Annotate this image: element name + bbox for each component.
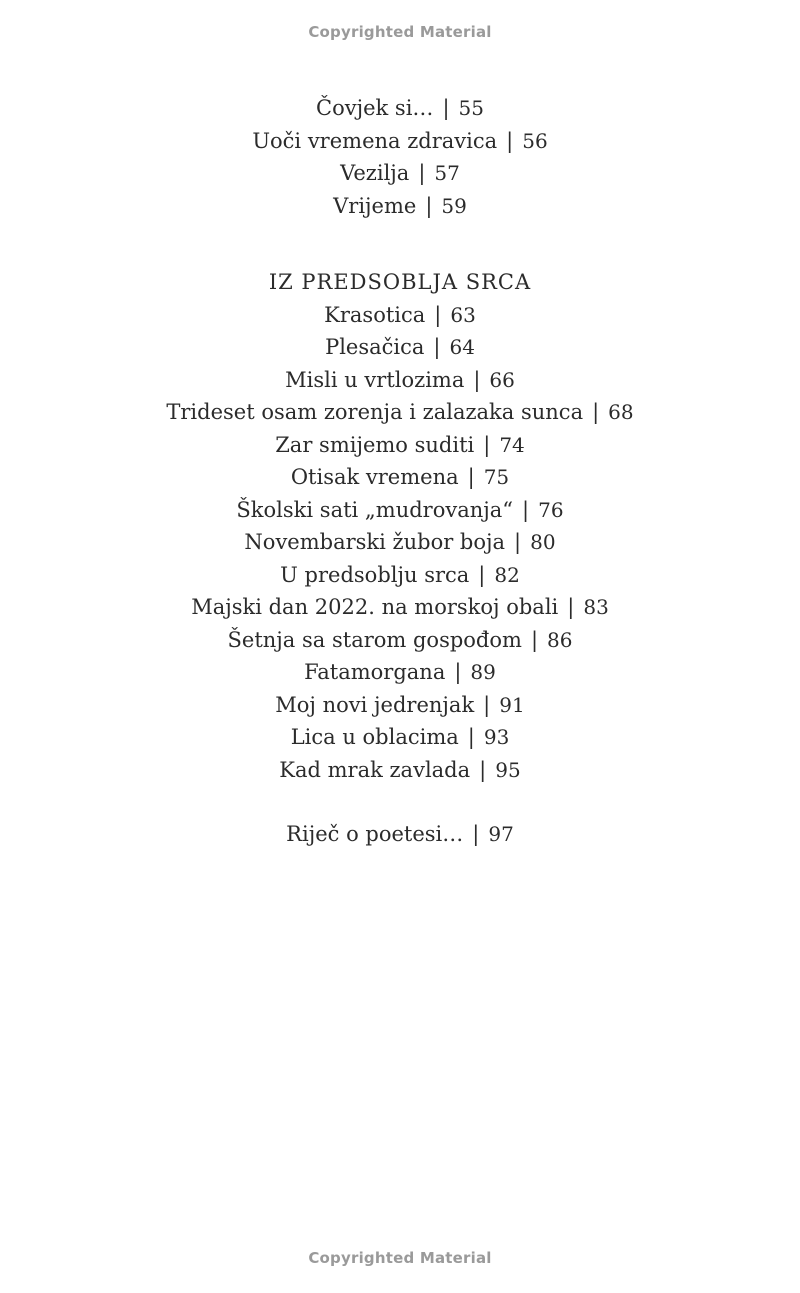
- toc-entry[interactable]: [0, 461, 800, 494]
- toc-entry[interactable]: [0, 92, 800, 125]
- toc-entry[interactable]: [0, 721, 800, 754]
- toc-entry[interactable]: [0, 125, 800, 158]
- toc-entry-page: 66: [489, 367, 515, 392]
- toc-separator: |: [434, 302, 442, 327]
- toc-separator: |: [433, 335, 441, 359]
- toc-entry-title: Krasotica: [324, 302, 426, 327]
- toc-entry[interactable]: [0, 656, 800, 689]
- toc-entry-title: Zar smijemo suditi: [275, 432, 475, 457]
- toc-entry-page: 64: [449, 335, 475, 359]
- toc-entry-title: Školski sati „mudrovanja“: [236, 497, 514, 522]
- toc-entry-title: Čovjek si…: [316, 96, 434, 120]
- toc-entry-title: Vrijeme: [333, 193, 417, 218]
- toc-entry[interactable]: [0, 591, 800, 624]
- toc-entry[interactable]: [0, 429, 800, 462]
- toc-entry-title: Fatamorgana: [304, 660, 446, 684]
- toc-entry-page: 93: [483, 725, 510, 749]
- toc-entry-page: 57: [434, 161, 460, 185]
- toc-entry-title: Uoči vremena zdravica: [252, 128, 498, 153]
- toc-separator: |: [454, 660, 462, 684]
- toc-entry-page: 89: [470, 660, 496, 684]
- toc-entry[interactable]: [0, 526, 800, 559]
- toc-entry-page: 86: [547, 627, 573, 652]
- toc-entry[interactable]: [0, 494, 800, 527]
- copyright-watermark-bottom: Copyrighted Material: [308, 1249, 492, 1267]
- toc-entry-title: Šetnja sa starom gospođom: [227, 627, 522, 652]
- toc-separator: |: [467, 725, 475, 749]
- toc-entry[interactable]: [0, 754, 800, 787]
- toc-separator: |: [592, 400, 600, 424]
- toc-entry[interactable]: [0, 190, 800, 223]
- toc-entry-title: Misli u vrtlozima: [285, 367, 465, 392]
- toc-entry-title: Kad mrak zavlada: [279, 757, 471, 782]
- toc-entry-final[interactable]: [0, 818, 800, 851]
- toc-entry[interactable]: [0, 559, 800, 592]
- toc-entry-page: 91: [499, 692, 525, 717]
- toc-separator: |: [522, 497, 530, 522]
- toc-entry-page: 74: [499, 432, 525, 457]
- toc-entry-title: Majski dan 2022. na morskoj obali: [191, 595, 559, 619]
- toc-entry-title: U predsoblju srca: [280, 562, 470, 587]
- toc-entry-page: 56: [522, 128, 548, 153]
- copyright-watermark-top: Copyrighted Material: [308, 23, 492, 41]
- toc-separator: |: [483, 692, 491, 717]
- toc-entry-page: 75: [483, 465, 510, 489]
- toc-group-2: [0, 299, 800, 787]
- toc-entry-page: 76: [538, 497, 564, 522]
- toc-entry-title: Plesačica: [325, 335, 425, 359]
- toc-separator: |: [506, 128, 514, 153]
- toc-separator: |: [479, 757, 487, 782]
- toc-entry-page: 82: [494, 562, 520, 587]
- toc-entry[interactable]: [0, 299, 800, 332]
- toc-entry-page: 97: [488, 822, 514, 846]
- toc-separator: |: [467, 465, 475, 489]
- toc-entry[interactable]: [0, 331, 800, 364]
- toc-entry-page: 63: [450, 302, 476, 327]
- section-heading: IZ PREDSOBLJA SRCA: [268, 270, 532, 294]
- toc-entry[interactable]: [0, 396, 800, 429]
- toc-entry-page: 55: [458, 96, 484, 120]
- toc-separator: |: [473, 367, 481, 392]
- toc-separator: |: [425, 193, 433, 218]
- toc-entry-title: Vezilja: [340, 161, 410, 185]
- section-spacer: [0, 786, 800, 818]
- toc-entry-title: Riječ o poetesi…: [286, 822, 464, 846]
- toc-separator: |: [514, 530, 522, 554]
- toc-entry-title: Otisak vremena: [290, 465, 459, 489]
- toc-separator: |: [567, 595, 575, 619]
- toc-entry-page: 80: [530, 530, 556, 554]
- toc-entry[interactable]: [0, 624, 800, 657]
- toc-entry[interactable]: [0, 157, 800, 190]
- toc-entry-page: 68: [608, 400, 634, 424]
- toc-entry-title: Novembarski žubor boja: [244, 530, 506, 554]
- toc-separator: |: [530, 627, 539, 652]
- toc-entry-page: 95: [495, 757, 521, 782]
- toc-separator: |: [483, 432, 491, 457]
- toc-separator: |: [418, 161, 426, 185]
- toc-separator: |: [442, 96, 450, 120]
- toc-entry[interactable]: [0, 364, 800, 397]
- section-spacer: [0, 222, 800, 266]
- toc-entry-page: 59: [441, 193, 467, 218]
- toc-entry-title: Trideset osam zorenja i zalazaka sunca: [166, 400, 584, 424]
- toc-entry[interactable]: [0, 689, 800, 722]
- toc-entry-title: Moj novi jedrenjak: [275, 692, 475, 717]
- toc-group-1: [0, 92, 800, 222]
- toc-entry-page: 83: [583, 595, 609, 619]
- toc-entry-title: Lica u oblacima: [290, 725, 459, 749]
- table-of-contents: [0, 92, 800, 851]
- toc-separator: |: [472, 822, 480, 846]
- toc-separator: |: [478, 562, 486, 587]
